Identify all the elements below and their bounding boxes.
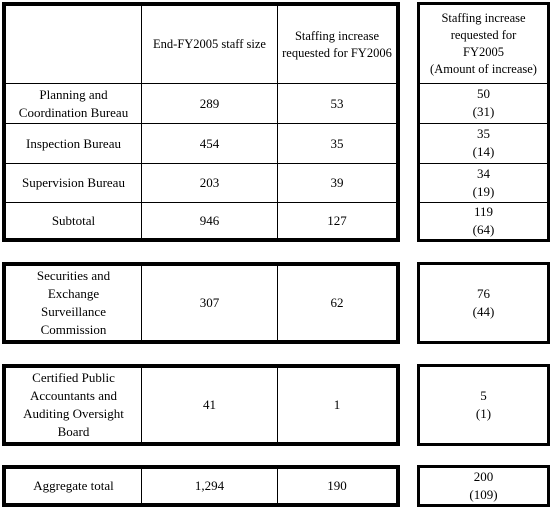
sesc-table [2, 262, 400, 344]
row-label: Inspection Bureau [6, 124, 142, 164]
row-label: Certified Public Accountants and Auditing Oversight Board [6, 368, 142, 443]
table-row [420, 163, 547, 202]
row-label: Subtotal [6, 203, 142, 239]
header-empty-cell [6, 6, 142, 84]
table-row [6, 266, 397, 341]
sesc-fy2005-table [417, 262, 550, 344]
increase-2005-cell: 34 (19) [420, 163, 547, 202]
increase-2006-cell: 53 [278, 84, 397, 124]
table-row [6, 84, 397, 124]
fy2005-increase-table [417, 2, 550, 242]
row-label: Supervision Bureau [6, 164, 142, 203]
aggregate-total-table [2, 465, 400, 507]
staff-size-cell: 203 [142, 164, 278, 203]
increase-2006-cell: 127 [278, 203, 397, 239]
increase-2005-cell: 50 (31) [420, 83, 547, 123]
increase-2005-cell: 5 (1) [475, 388, 492, 421]
increase-2006-cell: 39 [278, 164, 397, 203]
increase-2005-cell: 119 (64) [420, 202, 547, 239]
row-label: Planning and Coordination Bureau [6, 84, 142, 124]
staff-size-cell: 307 [142, 266, 278, 341]
staff-size-cell: 41 [142, 368, 278, 443]
main-staff-table [2, 2, 400, 242]
staff-size-cell: 946 [142, 203, 278, 239]
increase-2006-cell: 1 [278, 368, 397, 443]
subtotal-row [420, 202, 547, 239]
increase-2005-cell: 35 (14) [420, 123, 547, 163]
staff-size-cell: 454 [142, 124, 278, 164]
header-increase-2006: Staffing increase requested for FY2006 [278, 6, 397, 84]
row-label: Aggregate total [6, 469, 142, 504]
row-label: Securities and Exchange Surveillance Commission [6, 266, 142, 341]
aggregate-fy2005-table [417, 465, 550, 507]
table-row [420, 83, 547, 123]
increase-2006-cell: 35 [278, 124, 397, 164]
increase-2005-cell: 200 (109) [469, 469, 498, 502]
header-staff-size: End-FY2005 staff size [142, 6, 278, 84]
table-row [6, 124, 397, 164]
staff-size-cell: 1,294 [142, 469, 278, 504]
subtotal-row [6, 203, 397, 239]
table-row [6, 368, 397, 443]
total-row [6, 469, 397, 504]
staff-size-cell: 289 [142, 84, 278, 124]
cpaaob-fy2005-table [417, 364, 550, 446]
header-increase-2005: Staffing increase requested for FY2005 (Amount of increase) [430, 10, 537, 76]
table-row [6, 164, 397, 203]
increase-2005-cell: 76 (44) [472, 286, 495, 319]
cpaaob-table [2, 364, 400, 446]
increase-2006-cell: 190 [278, 469, 397, 504]
table-row [420, 123, 547, 163]
increase-2006-cell: 62 [278, 266, 397, 341]
